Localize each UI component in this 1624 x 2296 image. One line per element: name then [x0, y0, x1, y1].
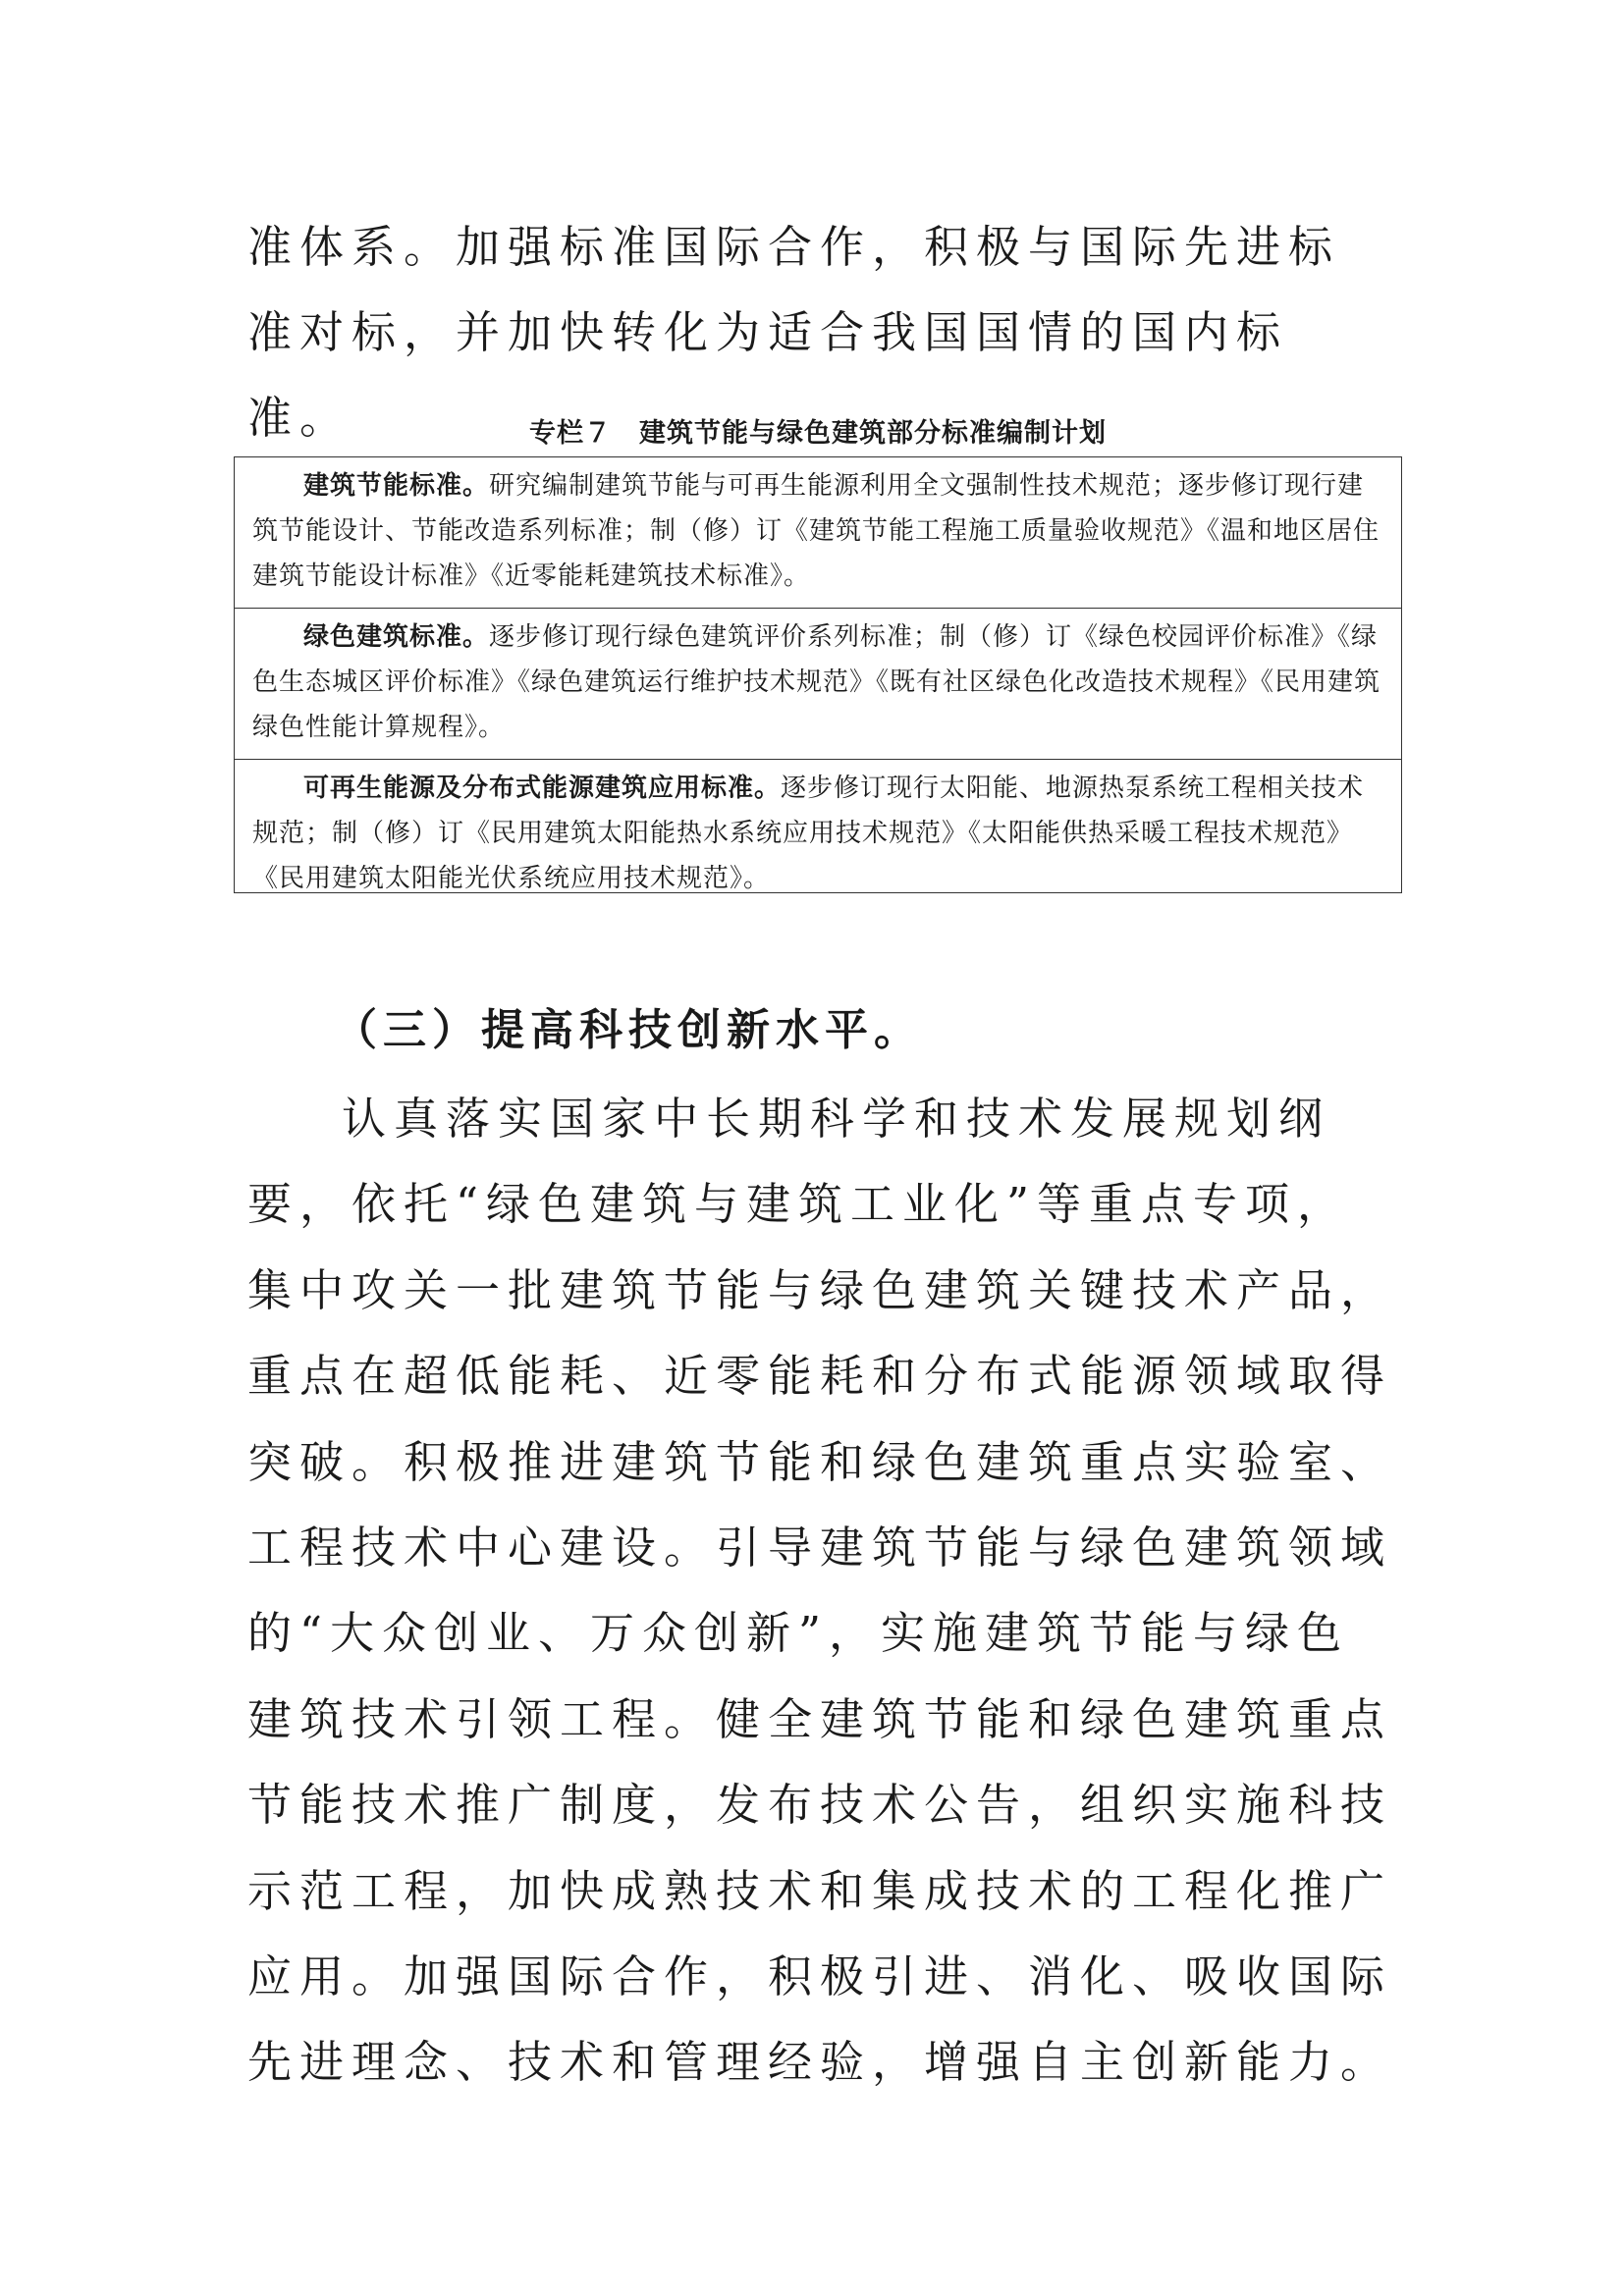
box-row-green-building	[235, 609, 1401, 760]
standards-box	[234, 456, 1402, 893]
box-row-text: 研究编制建筑节能与可再生能源利用全文强制性技术规范；逐步修订现行建筑节能设计、节能改造系列标准；制（修）订《建筑节能工程施工质量验收规范》《温和地区居住建筑节能设计标准》《近零能耗建筑技术标准》。	[252, 471, 1380, 591]
box-row-text: 逐步修订现行太阳能、地源热泵系统工程相关技术规范；制（修）订《民用建筑太阳能热水系统应用技术规范》《太阳能供热采暖工程技术规范》《民用建筑太阳能光伏系统应用技术规范》。	[252, 774, 1365, 892]
box-row-lead: 可再生能源及分布式能源建筑应用标准。	[303, 774, 782, 803]
box-row-building-energy	[235, 457, 1401, 609]
box-row-renewable-energy	[235, 760, 1401, 892]
box-row-lead: 绿色建筑标准。	[303, 622, 490, 652]
paragraph-top: 准体系。加强标准国际合作，积极与国际先进标准对标，并加快转化为适合我国国情的国内标准。	[247, 221, 1341, 444]
box-row-lead: 建筑节能标准。	[303, 471, 490, 501]
box-title: 专栏７ 建筑节能与绿色建筑部分标准编制计划	[529, 418, 1107, 449]
paragraph-main: 认真落实国家中长期科学和技术发展规划纲要，依托“绿色建筑与建筑工业化”等重点专项，集中攻关一批建筑节能与绿色建筑关键技术产品，重点在超低能耗、近零能耗和分布式能源领域取得突破。积极推进建筑节能和绿色建筑重点实验室、工程技术中心建设。引导建筑节能与绿色建筑领域的“大众创业、万众创新”，实施建筑节能与绿色建筑技术引领工程。健全建筑节能和绿色建筑重点节能技术推广制度，发布技术公告，组织实施科技示范工程，加快成熟技术和集成技术的工程化推广应用。加强国际合作，积极引进、消化、吸收国际先进理念、技术和管理经验，增强自主创新能力。	[247, 1093, 1393, 2089]
section-heading: （三）提高科技创新水平。	[334, 1005, 923, 1055]
box-row-text: 逐步修订现行绿色建筑评价系列标准；制（修）订《绿色校园评价标准》《绿色生态城区评价标准》《绿色建筑运行维护技术规范》《既有社区绿色化改造技术规程》《民用建筑绿色性能计算规程》。	[252, 622, 1381, 742]
